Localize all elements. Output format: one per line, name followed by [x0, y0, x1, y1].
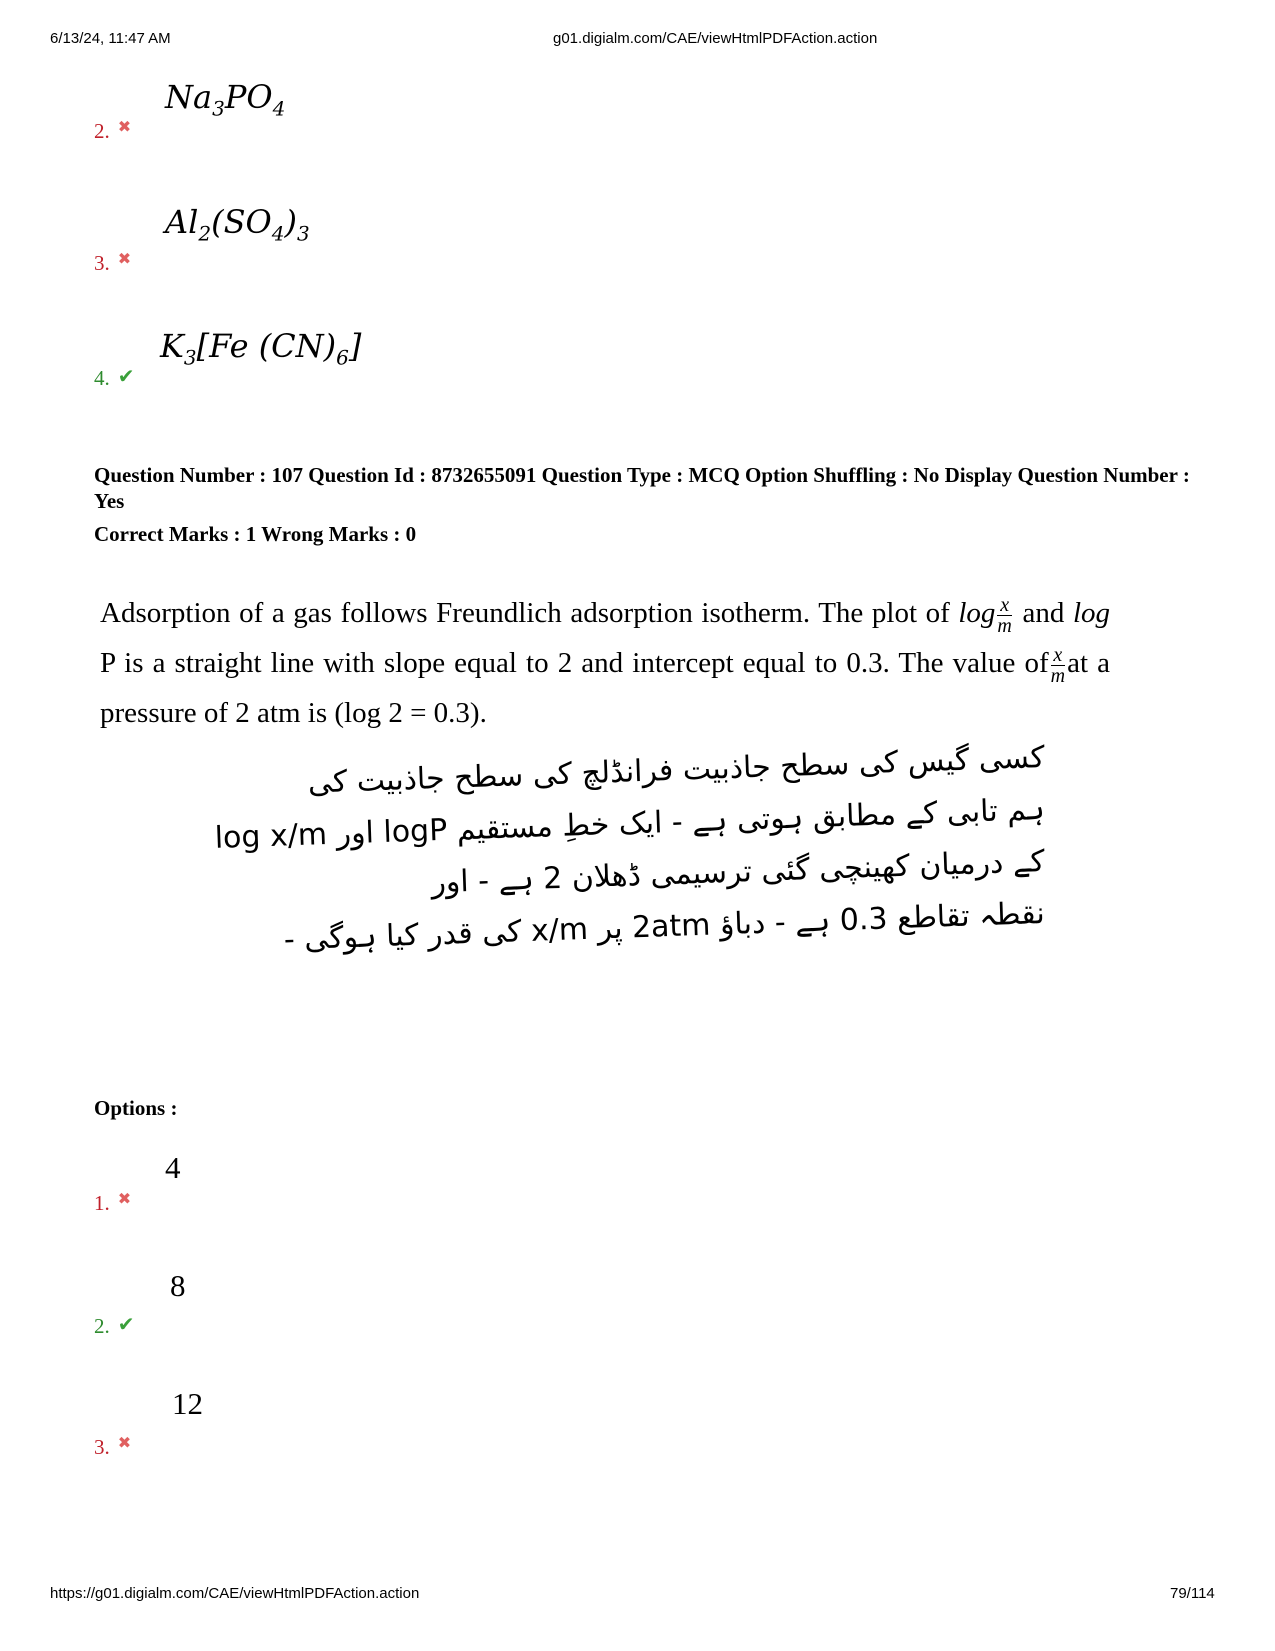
print-url: g01.digialm.com/CAE/viewHtmlPDFAction.action — [553, 30, 878, 47]
page-number: 79/114 — [1170, 1585, 1215, 1602]
urdu-line: کے درمیان کھینچی گئی ترسیمی ڈھلان 2 ہے - اور — [430, 843, 1046, 901]
prev-option-4-number: 4. ✔ — [94, 363, 135, 390]
cross-icon: ✖ — [117, 1189, 132, 1208]
option-3-number: 3. ✖ — [94, 1433, 132, 1459]
cross-icon: ✖ — [117, 1433, 132, 1452]
prev-option-2-formula: $Na_3PO_4$ — [165, 78, 286, 121]
urdu-line: کسی گیس کی سطح جاذبیت فرانڈلچ کی سطح جاذبیت کی — [307, 739, 1046, 801]
question-text: Adsorption of a gas follows Freundlich adsorption isotherm. The plot of log $\frac{x}{m}$ and log P is a straight line with slope equal to 2 and intercept equal to 0.3. The value of $\frac{x}{m}$ at a pressure of 2 atm is (log 2 = 0.3). — [100, 593, 1110, 729]
option-2-number: 2. ✔ — [94, 1311, 135, 1338]
prev-option-3-number: 3. ✖ — [94, 249, 132, 275]
footer-url: https://g01.digialm.com/CAE/viewHtmlPDFAction.action — [50, 1585, 420, 1602]
cross-icon: ✖ — [117, 117, 132, 136]
question-meta: Question Number : 107 Question Id : 8732655091 Question Type : MCQ Option Shuffling : No Display Question Number : Yes — [94, 463, 1190, 513]
prev-option-4-formula: $K_3[Fe$ $(CN)_6$] — [160, 327, 362, 370]
print-timestamp: 6/13/24, 11:47 AM — [50, 30, 171, 47]
fraction-x-over-m: $\frac{x}{m}$ — [997, 593, 1012, 637]
options-label: Options : — [94, 1096, 178, 1120]
option-2-value: 8 — [170, 1268, 186, 1303]
option-1-value: 4 — [165, 1150, 181, 1185]
check-icon: ✔ — [117, 1311, 135, 1336]
cross-icon: ✖ — [117, 249, 132, 268]
prev-option-3-formula: $Al_2(SO_4)_3$ — [165, 203, 310, 246]
option-1-number: 1. ✖ — [94, 1189, 132, 1215]
prev-option-2-number: 2. ✖ — [94, 117, 132, 143]
question-marks: Correct Marks : 1 Wrong Marks : 0 — [94, 522, 417, 546]
option-3-value: 12 — [172, 1386, 203, 1421]
check-icon: ✔ — [117, 363, 135, 388]
urdu-line: ہم تابی کے مطابق ہوتی ہے - ایک خطِ مستقیم logP اور log x/m — [214, 791, 1046, 856]
fraction-x-over-m: $\frac{x}{m}$ — [1050, 643, 1066, 687]
urdu-line: نقطہ تقاطع 0.3 ہے - دباؤ 2atm پر x/m کی قدر کیا ہوگی - — [283, 895, 1046, 958]
urdu-handwritten-translation — [125, 739, 1046, 1068]
